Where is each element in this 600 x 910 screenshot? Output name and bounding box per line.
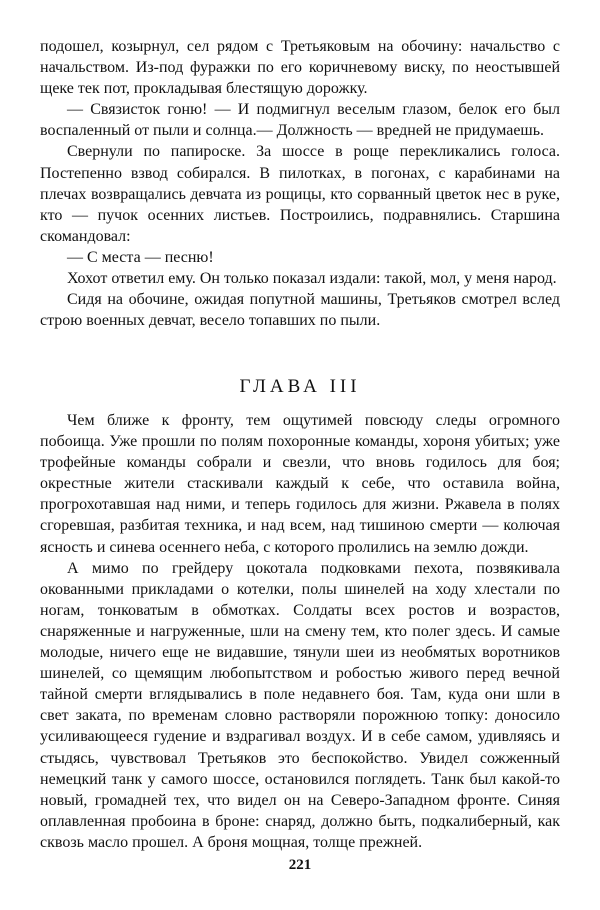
paragraph-roadside-wait: Сидя на обочине, ожидая попутной машины, Третьяков смотрел вслед строю военных девчат, весело топавших по пыли. [40, 291, 560, 330]
paragraph-battlefield-traces: Чем ближе к фронту, тем ощутимей повсюду следы огромного побоища. Уже прошли по полям похоронные команды, хороня убитых; уже трофейные команды собрали и свезли, что вновь годилось для боя; окрестные жители стаскивали каждый к себе, что оставила война, прогрохотавшая над ними, и теперь годилось для жизни. Ржавела в полях сгоревшая, разбитая техника, и над всем, над тишиною смерти — колючая ясность и синева осеннего неба, с которого пролились на землю дожди. [40, 412, 560, 556]
paragraph-laughter: Хохот ответил ему. Он только показал издали: такой, мол, у меня народ. [67, 270, 557, 288]
chapter-text-section [40, 410, 560, 853]
paragraph-infantry-march: А мимо по грейдеру цокотала подковками пехота, позвякивала окованными прикладами о котелки, полы шинелей на ходу хлестали по ногам, тонковатым в обмотках. Солдаты всех ростов и возрастов, снаряженные и нагруженные, шли на смену тем, кто полег здесь. И самые молодые, ничего еще не видавшие, тянули шеи из необмятых воротников шинелей, со щемящим любопытством и робостью живого перед вечной тайной смерти вглядывались в поле недавнего боя. Там, куда они шли в свет заката, по временам словно растворяли порожнюю топку: доносило усиливающееся гудение и вздрагивал воздух. И в себе самом, удивляясь и стыдясь, чувствовал Третьяков это беспокойство. Увидел сожженный немецкий танк у самого шоссе, остановился поглядеть. Танк был какой-то новый, громадней тех, что видел он на Северо-Западном фронте. Синяя оплавленная пробоина в броне: снаряд, должно быть, подкалиберный, как сквозь масло прошел. А броня мощная, толще прежней. [40, 559, 560, 851]
continued-text-section [40, 36, 560, 331]
page-number: 221 [288, 857, 312, 873]
paragraph-continued: подошел, козырнул, сел рядом с Третьяковым на обочину: начальство с начальством. Из-под фуражки по его коричневому виску, по неостывшей щеке тек пот, прокладывая блестящую дорожку. [40, 38, 560, 98]
paragraph-platoon-gathers: Свернули по папироске. За шоссе в роще перекликались голоса. Постепенно взвод собирался. В пилотках, в погонах, с карабинами на плечах возвращались девчата из рощицы, кто сорванный цветок нес в руке, кто — пучок осенних листьев. Построились, подравнялись. Старшина скомандовал: [40, 143, 560, 245]
chapter-heading: ГЛАВА III [239, 376, 361, 397]
paragraph-dialogue-liaison: — Связисток гоню! — И подмигнул веселым глазом, белок его был воспаленный от пыли и солнца.— Должность — вредней не придумаешь. [40, 101, 560, 140]
paragraph-command-song: — С места — песню! [67, 248, 214, 266]
